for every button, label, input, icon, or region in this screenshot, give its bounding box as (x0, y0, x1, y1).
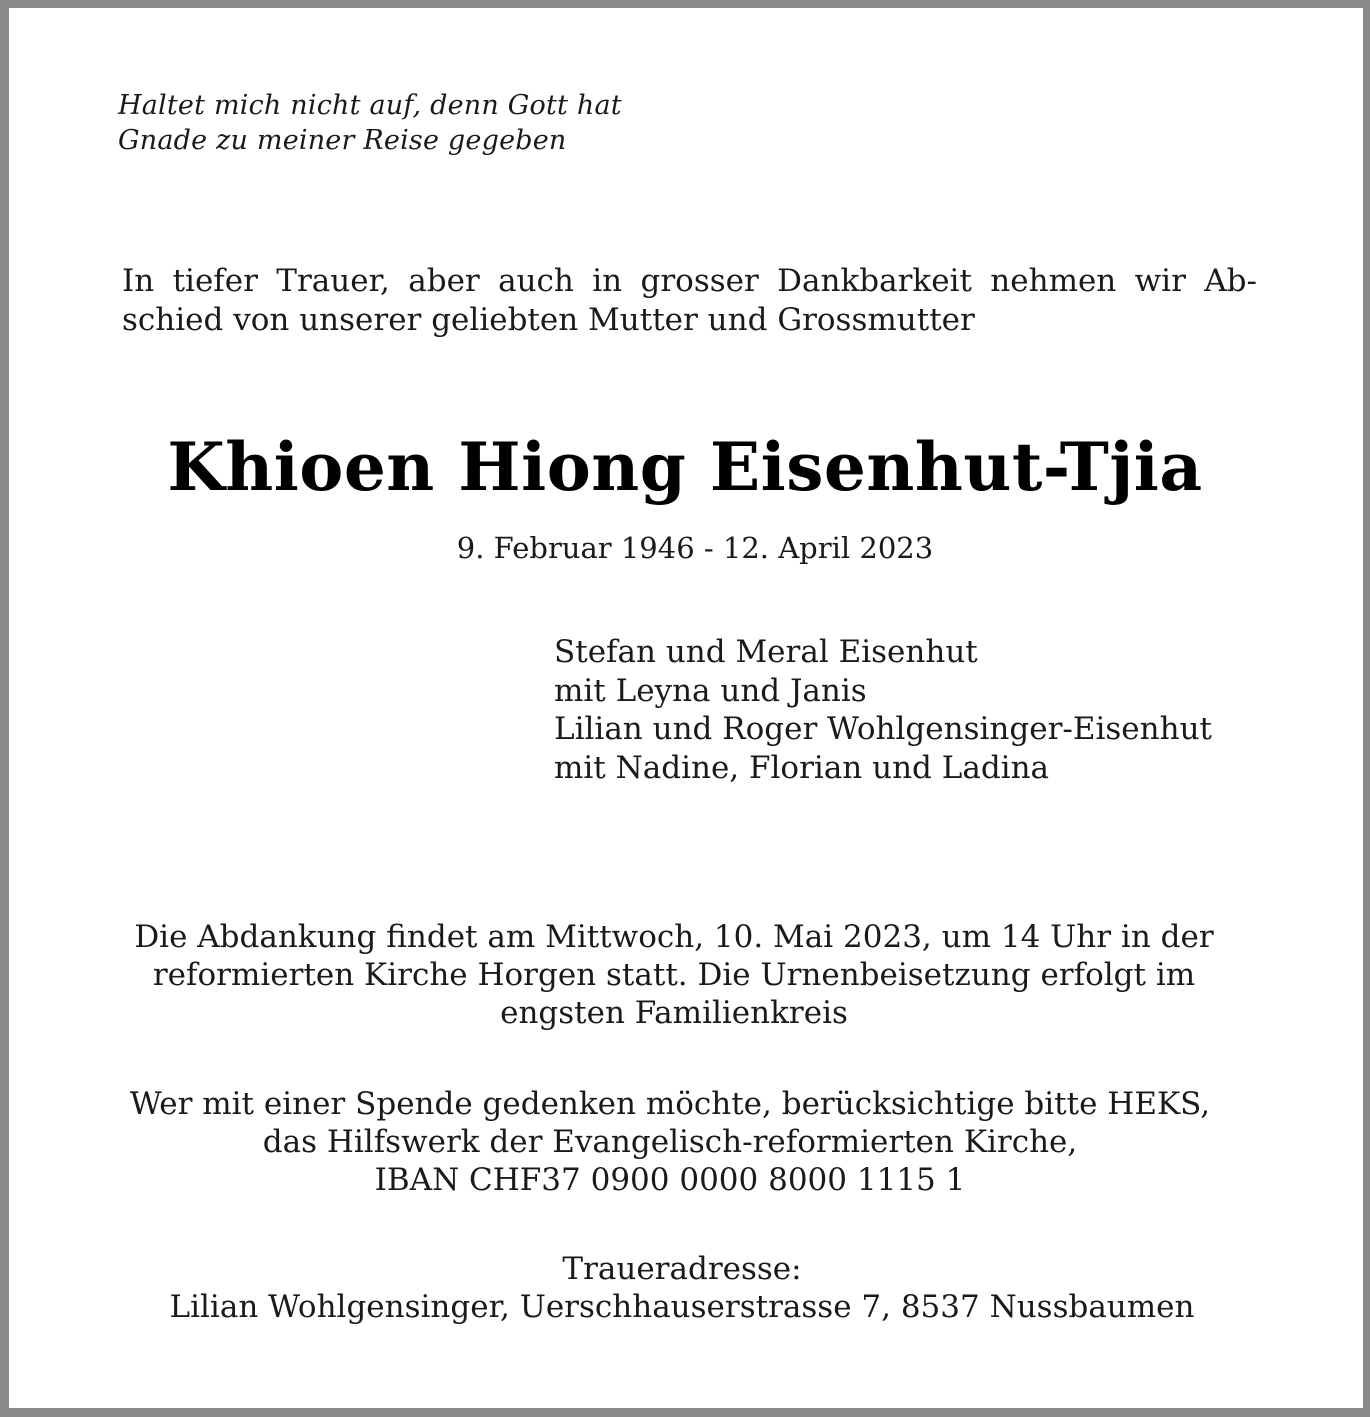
donation-iban: IBAN CHF37 0900 0000 8000 1115 1 (374, 1162, 966, 1198)
motto-quote (118, 88, 622, 158)
family-line: mit Nadine, Florian und Ladina (554, 749, 1050, 786)
donation-line: Wer mit einer Spende gedenken möchte, berücksichtige bitte HEKS, (129, 1086, 1211, 1122)
family-line: mit Leyna und Janis (554, 672, 867, 709)
deceased-name: Khioen Hiong Eisenhut-Tjia (167, 428, 1203, 506)
family-list (554, 633, 1212, 787)
service-info (60, 918, 1288, 1032)
address-label: Traueradresse: (562, 1251, 802, 1287)
life-dates: 9. Februar 1946 - 12. April 2023 (456, 531, 934, 565)
motto-line: Gnade zu meiner Reise gegeben (118, 125, 567, 156)
family-line: Stefan und Meral Eisenhut (554, 634, 978, 670)
service-line: Die Abdankung findet am Mittwoch, 10. Mai 2023, um 14 Uhr in der (134, 919, 1214, 955)
service-line: reformierten Kirche Horgen statt. Die Urnenbeisetzung erfolgt im (152, 957, 1196, 993)
address-value: Lilian Wohlgensinger, Uerschhauserstrasse 7, 8537 Nussbaumen (169, 1289, 1195, 1325)
motto-line: Haltet mich nicht auf, denn Gott hat (118, 90, 622, 121)
service-line: engsten Familienkreis (500, 995, 848, 1031)
donation-line: das Hilfswerk der Evangelisch-reformierten Kirche, (262, 1124, 1078, 1160)
intro-text (122, 262, 1257, 340)
intro-line: In tiefer Trauer, aber auch in grosser Dankbarkeit nehmen wir Ab- (122, 263, 1257, 299)
donation-info (50, 1085, 1290, 1199)
intro-line: schied von unserer geliebten Mutter und Grossmutter (122, 302, 975, 338)
family-line: Lilian und Roger Wohlgensinger-Eisenhut (554, 711, 1213, 747)
mourning-address (60, 1250, 1304, 1326)
